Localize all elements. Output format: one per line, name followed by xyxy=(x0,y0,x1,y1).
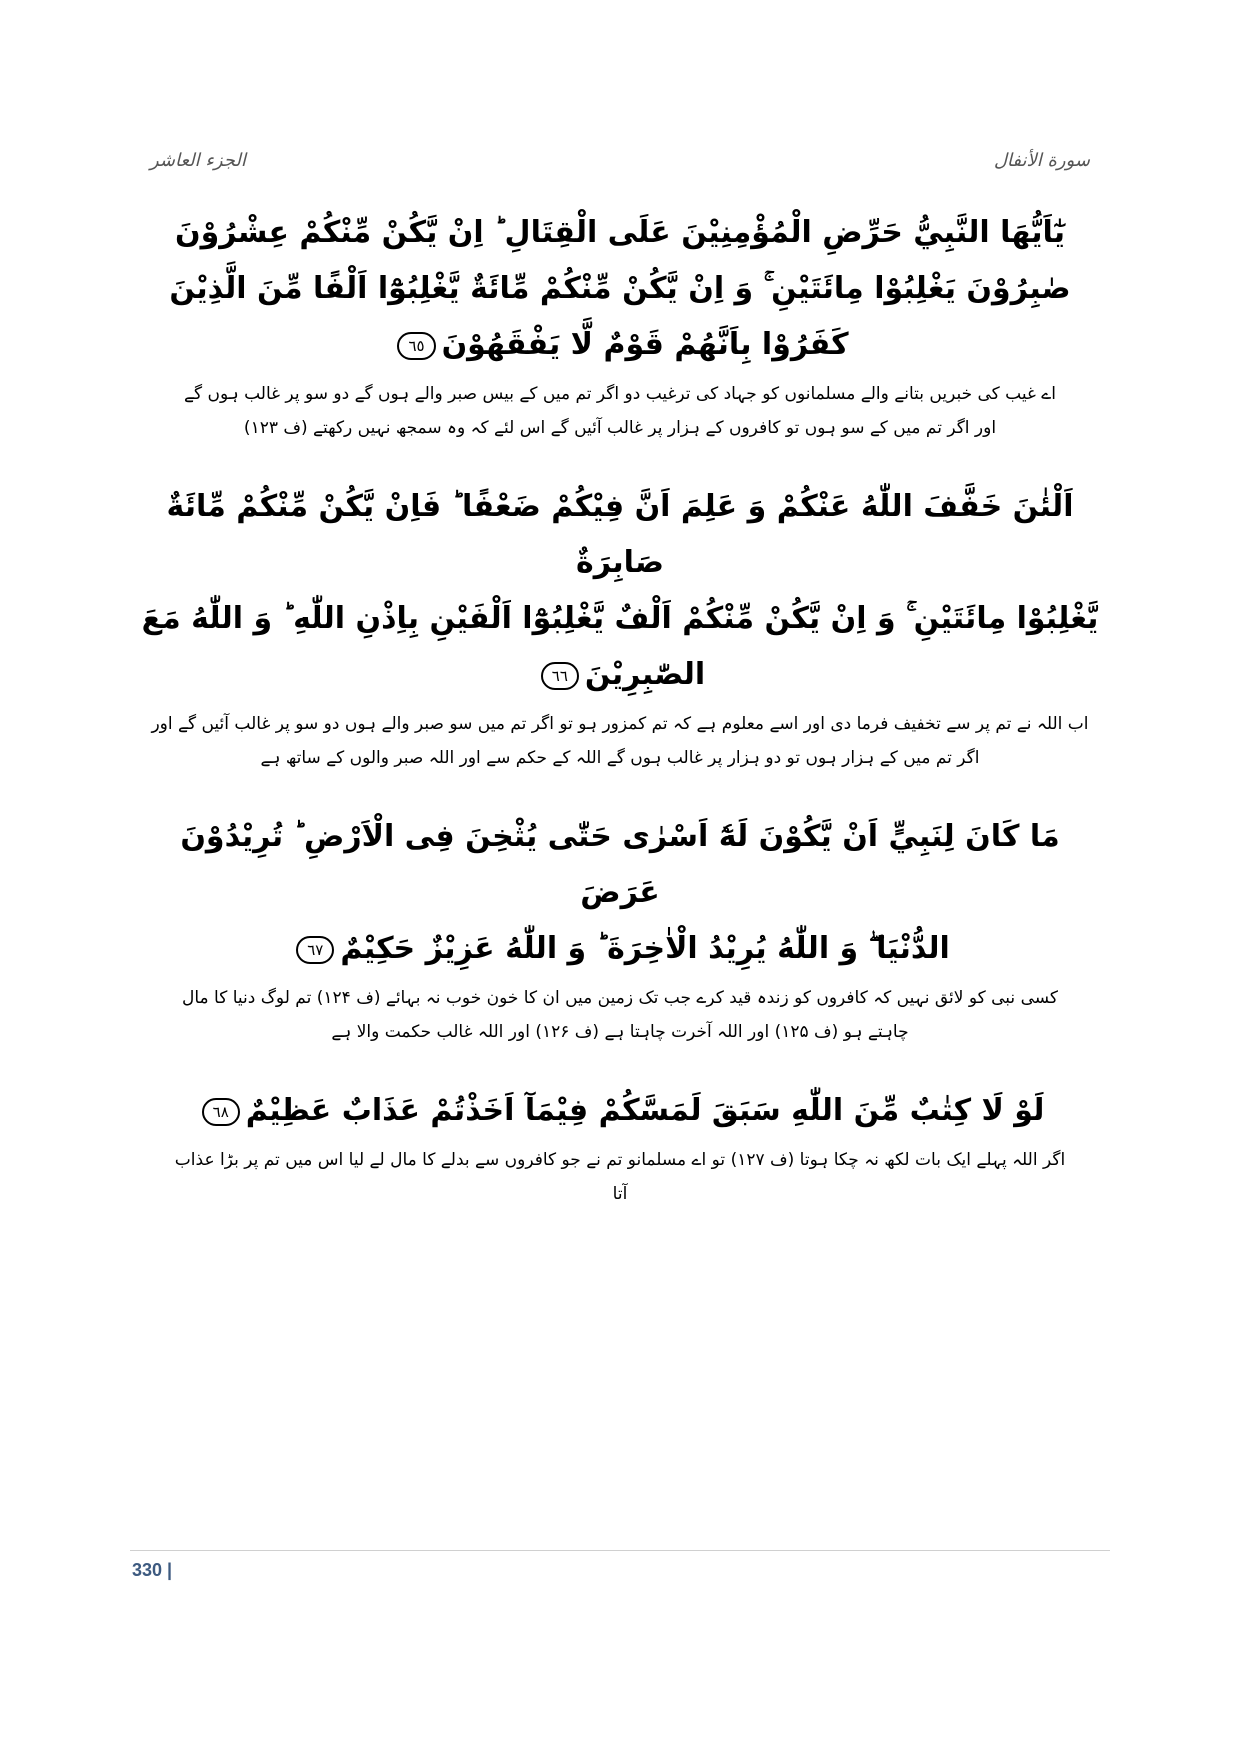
urdu-translation xyxy=(140,707,1100,775)
translation-line: اے غیب کی خبریں بتانے والے مسلمانوں کو جہاد کی ترغیب دو اگر تم میں کے بیس صبر والے ہوں گے دو سو پر غالب ہوں گے xyxy=(184,384,1056,404)
arabic-line: يَّغْلِبُوْا مِائَتَيْنِ ۚ وَ اِنْ يَّكُنْ مِّنْكُمْ اَلْفٌ يَّغْلِبُوْٓا اَلْفَيْنِ بِاِذْنِ اللّٰهِ ؕ وَ اللّٰهُ مَعَ xyxy=(141,601,1099,636)
verse-number-marker: ٦٧ xyxy=(296,936,334,964)
translation-line: اب اللہ نے تم پر سے تخفیف فرما دی اور اسے معلوم ہے کہ تم کمزور ہو تو اگر تم میں سو صبر والے ہوں دو سو پر غالب آئیں گے اور xyxy=(151,714,1089,734)
juz-title: الجزء العاشر xyxy=(150,150,246,171)
arabic-line: كَفَرُوْا بِاَنَّهُمْ قَوْمٌ لَّا يَفْقَهُوْنَ xyxy=(441,327,849,362)
verse-block xyxy=(140,809,1100,1049)
arabic-line: الدُّنْيَا ۖ وَ اللّٰهُ يُرِيْدُ الْاٰخِرَةَ ؕ وَ اللّٰهُ عَزِيْزٌ حَكِيْمٌ xyxy=(340,931,950,966)
urdu-translation xyxy=(140,1143,1100,1211)
arabic-line: الصّٰبِرِيْنَ xyxy=(584,657,706,692)
arabic-verse xyxy=(140,1083,1100,1139)
verse-block xyxy=(140,1083,1100,1211)
translation-line: چاہتے ہو (ف ۱۲۵) اور اللہ آخرت چاہتا ہے (ف ۱۲۶) اور اللہ غالب حکمت والا ہے xyxy=(331,1022,909,1042)
page-number: 330 | xyxy=(132,1560,173,1580)
translation-line: اور اگر تم میں کے سو ہوں تو کافروں کے ہزار پر غالب آئیں گے اس لئے کہ وہ سمجھ نہیں رکھتے (ف ۱۲۳) xyxy=(243,418,997,438)
page-body xyxy=(140,205,1100,1211)
arabic-line: اَلْئٰنَ خَفَّفَ اللّٰهُ عَنْكُمْ وَ عَلِمَ اَنَّ فِيْكُمْ ضَعْفًا ؕ فَاِنْ يَّكُنْ مِّنْكُمْ مِّائَةٌ صَابِرَةٌ xyxy=(166,489,1074,580)
arabic-line: صٰبِرُوْنَ يَغْلِبُوْا مِائَتَيْنِ ۚ وَ اِنْ يَّكُنْ مِّنْكُمْ مِّائَةٌ يَّغْلِبُوْٓا اَلْفًا مِّنَ الَّذِيْنَ xyxy=(169,271,1071,306)
footer-divider xyxy=(130,1550,1110,1551)
urdu-translation xyxy=(140,377,1100,445)
verse-number-marker: ٦٥ xyxy=(397,332,435,360)
verse-number-marker: ٦٨ xyxy=(202,1098,240,1126)
arabic-verse xyxy=(140,809,1100,977)
arabic-verse xyxy=(140,479,1100,703)
verse-block xyxy=(140,205,1100,445)
translation-line: اگر اللہ پہلے ایک بات لکھ نہ چکا ہوتا (ف ۱۲۷) تو اے مسلمانو تم نے جو کافروں سے بدلے کا مال لے لیا اس میں تم پر بڑا عذاب xyxy=(174,1150,1066,1170)
translation-line: آتا xyxy=(612,1184,628,1204)
translation-line: کسی نبی کو لائق نہیں کہ کافروں کو زندہ قید کرے جب تک زمین میں ان کا خون خوب نہ بہائے (ف ۱۲۴) تم لوگ دنیا کا مال xyxy=(181,988,1058,1008)
arabic-line: مَا كَانَ لِنَبِيٍّ اَنْ يَّكُوْنَ لَهٗٓ اَسْرٰى حَتّٰى يُثْخِنَ فِى الْاَرْضِ ؕ تُرِيْدُوْنَ عَرَضَ xyxy=(180,819,1060,910)
arabic-verse xyxy=(140,205,1100,373)
verse-number-marker: ٦٦ xyxy=(541,662,579,690)
surah-title: سورة الأنفال xyxy=(993,150,1090,171)
verse-block xyxy=(140,479,1100,775)
urdu-translation xyxy=(140,981,1100,1049)
arabic-line: لَوْ لَا كِتٰبٌ مِّنَ اللّٰهِ سَبَقَ لَمَسَّكُمْ فِيْمَآ اَخَذْتُمْ عَذَابٌ عَظِيْمٌ xyxy=(245,1093,1045,1128)
arabic-line: يٰٓاَيُّهَا النَّبِيُّ حَرِّضِ الْمُؤْمِنِيْنَ عَلَى الْقِتَالِ ؕ اِنْ يَّكُنْ مِّنْكُمْ عِشْرُوْنَ xyxy=(175,215,1065,250)
translation-line: اگر تم میں کے ہزار ہوں تو دو ہزار پر غالب ہوں گے اللہ کے حکم سے اور اللہ صبر والوں کے ساتھ ہے xyxy=(260,748,980,768)
running-header xyxy=(150,150,1090,190)
